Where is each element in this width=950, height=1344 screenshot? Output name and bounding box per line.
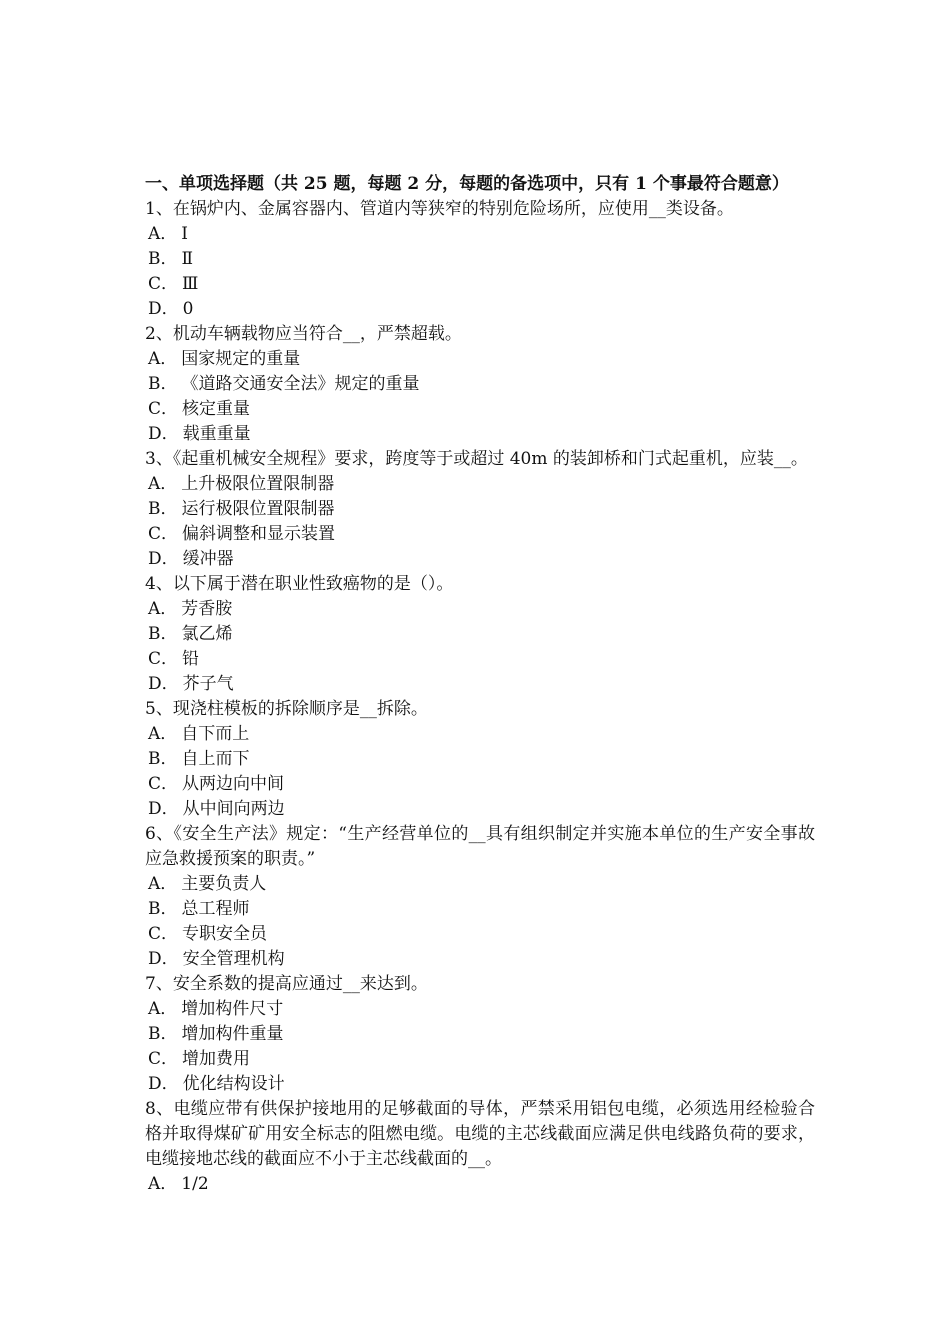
- option-letter: B．: [148, 749, 178, 769]
- option-letter: A．: [148, 599, 178, 619]
- option-letter: C．: [148, 274, 179, 294]
- option-letter: A．: [148, 349, 178, 369]
- option-text: 偏斜调整和显示装置: [182, 524, 336, 544]
- option-text: 氯乙烯: [181, 624, 233, 644]
- option-text: 核定重量: [182, 399, 251, 419]
- answer-option: [145, 397, 815, 422]
- question-block: [145, 322, 815, 447]
- answer-option: [145, 1047, 815, 1072]
- option-text: Ⅰ: [181, 224, 188, 244]
- option-letter: C．: [148, 649, 179, 669]
- option-text: 运行极限位置限制器: [181, 499, 335, 519]
- option-text: 优化结构设计: [182, 1074, 285, 1094]
- option-text: 增加费用: [182, 1049, 251, 1069]
- question-stem: 4、以下属于潜在职业性致癌物的是（）。: [145, 574, 454, 594]
- question-list: [145, 197, 815, 1197]
- option-text: 从两边向中间: [182, 774, 285, 794]
- option-letter: A．: [148, 474, 178, 494]
- answer-option: [145, 722, 815, 747]
- option-letter: C．: [148, 924, 179, 944]
- question-stem: 2、机动车辆载物应当符合__，严禁超载。: [145, 324, 462, 344]
- option-text: 铅: [182, 649, 200, 669]
- answer-option: [145, 372, 815, 397]
- option-letter: B．: [148, 1024, 178, 1044]
- question-block: [145, 572, 815, 697]
- option-letter: A．: [148, 224, 178, 244]
- answer-option: [145, 472, 815, 497]
- option-letter: C．: [148, 1049, 179, 1069]
- answer-option: [145, 597, 815, 622]
- option-text: 自下而上: [181, 724, 250, 744]
- option-text: Ⅲ: [182, 274, 199, 294]
- option-letter: D．: [148, 299, 179, 319]
- option-text: 主要负责人: [181, 874, 267, 894]
- answer-option: [145, 622, 815, 647]
- question-block: [145, 697, 815, 822]
- option-text: 自上而下: [181, 749, 250, 769]
- answer-option: [145, 1022, 815, 1047]
- option-text: 芳香胺: [181, 599, 233, 619]
- question-stem: 8、电缆应带有供保护接地用的足够截面的导体，严禁采用铝包电缆，必须选用经检验合格并取得煤矿矿用安全标志的阻燃电缆。电缆的主芯线截面应满足供电线路负荷的要求，电缆接地芯线的截面应不小于主芯线截面的__。: [145, 1099, 815, 1169]
- option-letter: D．: [148, 799, 179, 819]
- answer-option: [145, 1172, 815, 1197]
- answer-option: [145, 797, 815, 822]
- question-block: [145, 1097, 815, 1197]
- option-text: 增加构件尺寸: [181, 999, 284, 1019]
- option-text: 安全管理机构: [182, 949, 285, 969]
- option-letter: B．: [148, 374, 178, 394]
- answer-option: [145, 272, 815, 297]
- option-letter: A．: [148, 874, 178, 894]
- option-letter: C．: [148, 774, 179, 794]
- section-title: 一、单项选择题（共 25 题，每题 2 分，每题的备选项中，只有 1 个事最符合题意）: [145, 174, 789, 194]
- answer-option: [145, 347, 815, 372]
- answer-option: [145, 672, 815, 697]
- answer-option: [145, 222, 815, 247]
- option-letter: D．: [148, 949, 179, 969]
- option-letter: A．: [148, 724, 178, 744]
- answer-option: [145, 897, 815, 922]
- question-block: [145, 197, 815, 322]
- option-letter: B．: [148, 624, 178, 644]
- option-text: 专职安全员: [182, 924, 268, 944]
- answer-option: [145, 922, 815, 947]
- question-block: [145, 822, 815, 972]
- option-text: 《道路交通安全法》规定的重量: [181, 374, 420, 394]
- option-letter: D．: [148, 424, 179, 444]
- answer-option: [145, 772, 815, 797]
- answer-option: [145, 522, 815, 547]
- option-text: 芥子气: [182, 674, 234, 694]
- question-stem: 1、在锅炉内、金属容器内、管道内等狭窄的特别危险场所，应使用__类设备。: [145, 199, 734, 219]
- option-text: 上升极限位置限制器: [181, 474, 335, 494]
- option-letter: B．: [148, 249, 178, 269]
- option-letter: C．: [148, 524, 179, 544]
- answer-option: [145, 297, 815, 322]
- option-letter: A．: [148, 999, 178, 1019]
- answer-option: [145, 497, 815, 522]
- option-text: 0: [182, 299, 194, 319]
- answer-option: [145, 747, 815, 772]
- option-text: 总工程师: [181, 899, 250, 919]
- answer-option: [145, 1072, 815, 1097]
- answer-option: [145, 872, 815, 897]
- option-text: 增加构件重量: [181, 1024, 284, 1044]
- document-page: [145, 172, 815, 1197]
- option-letter: C．: [148, 399, 179, 419]
- question-stem: 3、《起重机械安全规程》要求，跨度等于或超过 40m 的装卸桥和门式起重机，应装__。: [145, 449, 808, 469]
- question-stem: 5、现浇柱模板的拆除顺序是__拆除。: [145, 699, 428, 719]
- option-text: 从中间向两边: [182, 799, 285, 819]
- option-text: 缓冲器: [182, 549, 234, 569]
- question-stem: 6、《安全生产法》规定：“生产经营单位的__具有组织制定并实施本单位的生产安全事故应急救援预案的职责。”: [145, 824, 815, 869]
- option-text: 国家规定的重量: [181, 349, 301, 369]
- question-block: [145, 447, 815, 572]
- option-text: 1/2: [181, 1174, 209, 1194]
- option-letter: D．: [148, 549, 179, 569]
- option-letter: D．: [148, 674, 179, 694]
- question-stem: 7、安全系数的提高应通过__来达到。: [145, 974, 428, 994]
- answer-option: [145, 647, 815, 672]
- answer-option: [145, 547, 815, 572]
- option-letter: B．: [148, 499, 178, 519]
- option-text: Ⅱ: [181, 249, 194, 269]
- option-text: 载重重量: [182, 424, 251, 444]
- option-letter: D．: [148, 1074, 179, 1094]
- answer-option: [145, 947, 815, 972]
- option-letter: B．: [148, 899, 178, 919]
- option-letter: A．: [148, 1174, 178, 1194]
- question-block: [145, 972, 815, 1097]
- answer-option: [145, 422, 815, 447]
- answer-option: [145, 247, 815, 272]
- answer-option: [145, 997, 815, 1022]
